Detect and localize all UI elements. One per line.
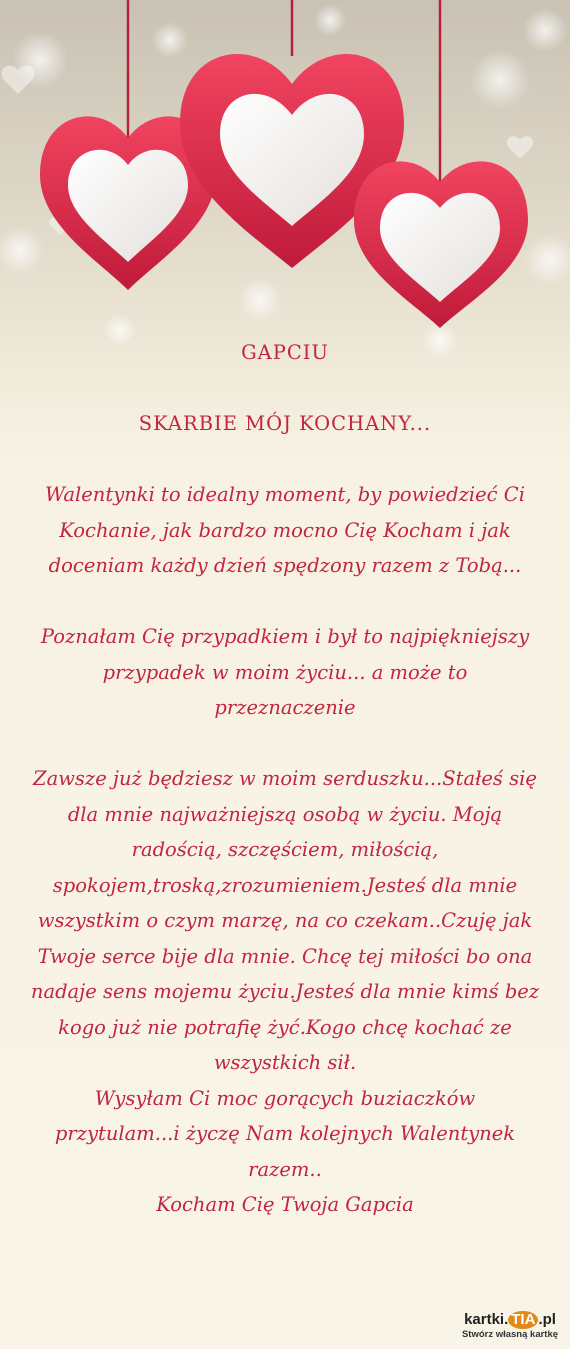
card-message — [30, 335, 540, 1223]
signature-line: Kocham Cię Twoja Gapcia — [156, 1193, 414, 1216]
line-spacer — [30, 726, 540, 762]
logo-name: kartki. — [464, 1311, 509, 1328]
hanging-hearts — [0, 0, 570, 360]
site-logo[interactable] — [454, 1311, 566, 1341]
paragraph-meeting: Poznałam Cię przypadkiem i był to najpiękniejszy przypadek w moim życiu... a może to przeznaczenie — [40, 625, 530, 719]
greeting-line: SKARBIE MÓJ KOCHANY... — [138, 412, 432, 435]
line-spacer — [30, 442, 540, 478]
line-spacer — [30, 371, 540, 407]
paragraph-valentines: Walentynki to idealny moment, by powiedzieć Ci Kochanie, jak bardzo mocno Cię Kocham i jak doceniam każdy dzień spędzony razem z Tobą... — [45, 483, 525, 577]
logo-tagline: Stwórz własną kartkę — [461, 1329, 559, 1340]
paragraph-kisses: Wysyłam Ci moc gorących buziaczków przytulam...i życzę Nam kolejnych Walentynek razem.. — [54, 1086, 516, 1181]
logo-wordmark — [454, 1311, 566, 1329]
addressee-line: GAPCIU — [241, 341, 329, 364]
heart-icon — [354, 161, 528, 328]
line-spacer — [30, 584, 540, 620]
paragraph-forever: Zawsze już będziesz w moim serduszku...Stałeś się dla mnie najważniejszą osobą w życiu. Moją radością, szczęściem, miłością, spokojem,troską,zrozumieniem.Jesteś dla mnie wszystkim o czym marzę, na co czekam..Czuję jak Twoje serce bije dla mnie. Chcę tej miłości bo ona nadaje sens mojemu życiu.Jesteś dla mnie kimś bez kogo już nie potrafię żyć.Kogo chcę kochać ze wszystkich sił. — [30, 767, 540, 1074]
logo-suffix: .pl — [538, 1311, 556, 1328]
logo-badge: TIA — [508, 1311, 538, 1329]
